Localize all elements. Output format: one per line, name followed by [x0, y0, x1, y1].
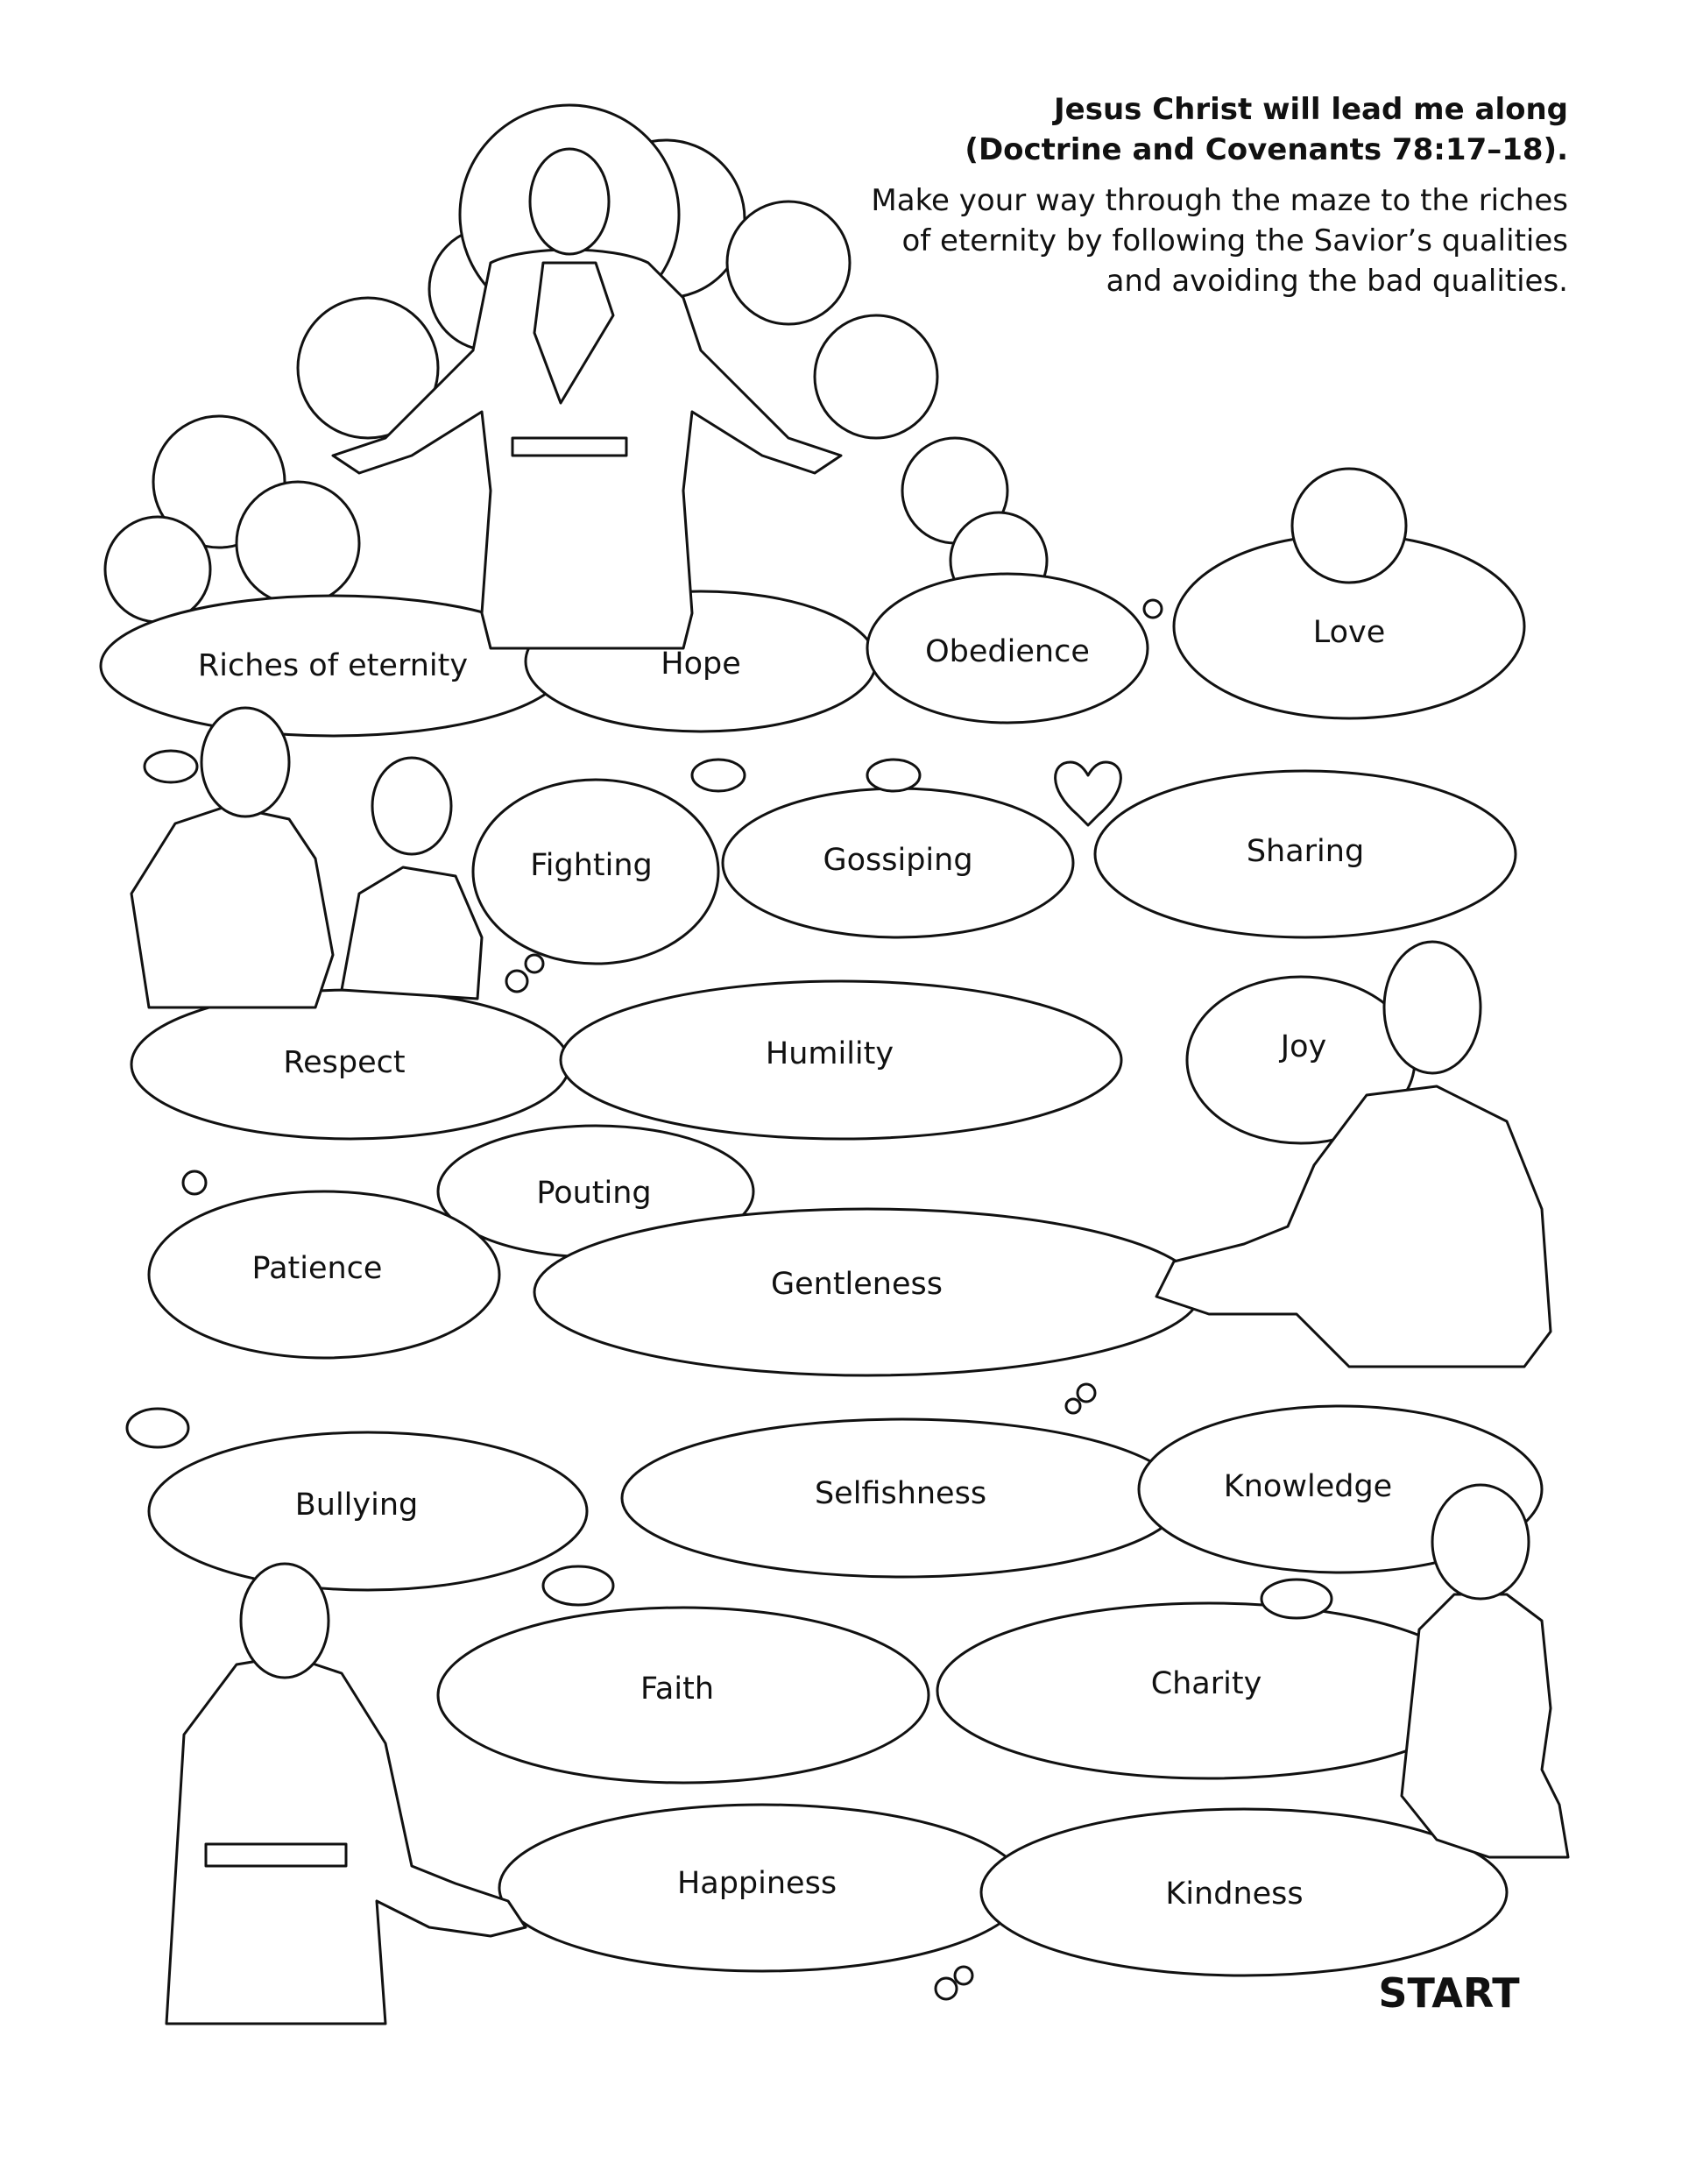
cloud-row-7: [499, 1805, 1507, 1975]
cloud-riches-of-eternity[interactable]: Riches of eternity: [197, 648, 469, 683]
cloud-love[interactable]: Love: [1312, 615, 1386, 650]
heart-icon: [1056, 762, 1121, 825]
title-line-2: (Doctrine and Covenants 78:17–18).: [965, 132, 1568, 167]
cloud-happiness[interactable]: Happiness: [676, 1866, 837, 1901]
instruction-line-2: of eternity by following the Savior’s qualities: [901, 223, 1568, 258]
cloud-hope[interactable]: Hope: [661, 647, 741, 682]
cloud-patience[interactable]: Patience: [251, 1251, 383, 1286]
cloud-joy[interactable]: Joy: [1280, 1029, 1327, 1064]
cloud-respect[interactable]: Respect: [283, 1045, 406, 1080]
cloud-kindness[interactable]: Kindness: [1165, 1877, 1304, 1912]
cloud-humility[interactable]: Humility: [765, 1036, 894, 1071]
cloud-selfishness[interactable]: Selfishness: [814, 1476, 987, 1511]
instruction-line-1: Make your way through the maze to the riches: [871, 183, 1568, 218]
cloud-sharing[interactable]: Sharing: [1246, 834, 1365, 869]
savior-standing-figure-icon: [166, 1564, 526, 2024]
cloud-bullying[interactable]: Bullying: [294, 1488, 419, 1523]
cloud-obedience[interactable]: Obedience: [925, 634, 1090, 669]
cloud-gossiping[interactable]: Gossiping: [823, 843, 973, 878]
cloud-charity[interactable]: Charity: [1150, 1666, 1262, 1701]
cloud-faith[interactable]: Faith: [640, 1672, 714, 1707]
title-line-1: Jesus Christ will lead me along: [1054, 92, 1568, 127]
cloud-gentleness[interactable]: Gentleness: [770, 1267, 943, 1302]
page-title: [780, 89, 1568, 170]
cloud-row-6: [438, 1603, 1481, 1783]
start-label: START: [1378, 1969, 1520, 2017]
cloud-knowledge[interactable]: Knowledge: [1223, 1469, 1393, 1504]
instructions: [780, 180, 1568, 301]
cloud-fighting[interactable]: Fighting: [530, 848, 653, 883]
instruction-line-3: and avoiding the bad qualities.: [1106, 264, 1568, 299]
cloud-pouting[interactable]: Pouting: [536, 1176, 652, 1211]
